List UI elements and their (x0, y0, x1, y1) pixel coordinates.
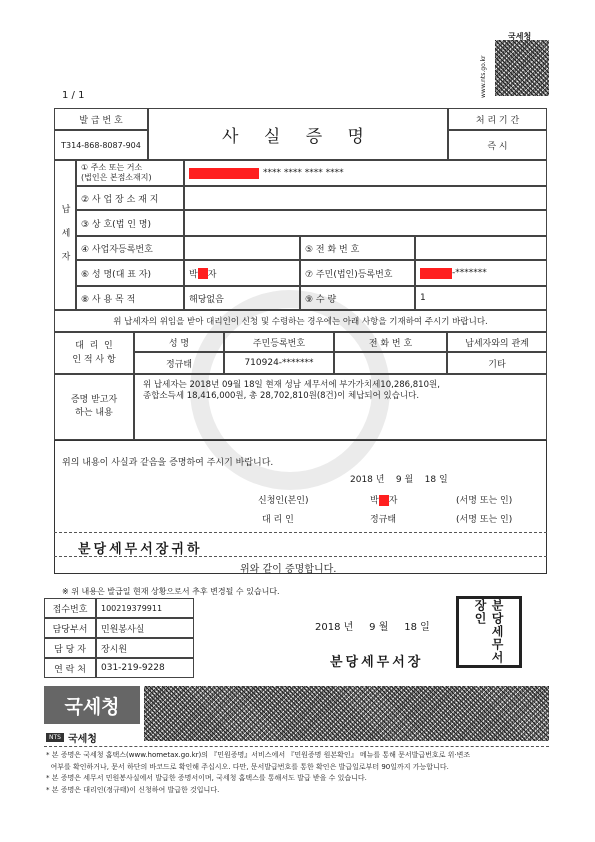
nts-small-text: NTS (46, 733, 64, 742)
qr-label: 국세청 (508, 32, 532, 41)
request-text: 위의 내용이 사실과 같음을 증명하여 주시기 바랍니다. (62, 458, 274, 468)
page-number: 1 / 1 (62, 90, 85, 101)
agent-sign-name: 정규태 (370, 515, 397, 525)
address-value (184, 160, 547, 186)
phone-label: ⑤ 전 화 번 호 (300, 236, 415, 260)
trade-name-value (184, 210, 547, 236)
applicant-pre: 박 (370, 496, 379, 506)
address-label: ① 주소 또는 거소 (법인은 본점소재지) (76, 160, 184, 186)
purpose-label: ⑧ 사 용 목 적 (76, 286, 184, 310)
nts-logo: 국세청 (44, 686, 140, 724)
agent-resident-no: 710924-******* (224, 352, 334, 374)
taxpayer-side-label: 납 세 자 (54, 160, 76, 310)
issue-value: 민원봉사실 (96, 618, 194, 638)
issue-date: 2018 년 9 월 18 일 (315, 622, 430, 633)
phone-value (415, 236, 547, 260)
purpose-value: 해당없음 (184, 286, 300, 310)
issue-label: 담 당 자 (44, 638, 96, 658)
qty-value: 1 (415, 286, 547, 310)
qr-caption: www.nts.go.kr (480, 55, 487, 98)
applicant-post: 자 (388, 496, 398, 506)
issue-value: 100219379911 (96, 598, 194, 618)
footer-notes (46, 750, 551, 796)
resident-no-value (415, 260, 547, 286)
footer-note: * 본 증명은 세무서 민원봉사실에서 발급한 증명서이며, 국세청 홈택스를 통해서도 발급 받을 수 있습니다. (46, 774, 367, 782)
redaction (379, 495, 389, 506)
certified-text: 위와 같이 증명합니다. (240, 564, 337, 575)
period-value: 즉 시 (448, 130, 547, 160)
issue-label: 연 락 처 (44, 658, 96, 678)
address-masked: **** **** **** **** (263, 168, 344, 178)
notice: ※ 위 내용은 발급일 현재 상황으로서 추후 변경될 수 있습니다. (62, 587, 280, 596)
issue-label: 접수번호 (44, 598, 96, 618)
applicant-name (370, 493, 397, 506)
agent-side-label: 대 리 인 인 적 사 항 (54, 332, 134, 374)
seal-text: 분당세무서장인 (473, 599, 504, 664)
resident-no-label: ⑦ 주민(법인)등록번호 (300, 260, 415, 286)
issuing-office: 분당세무서장 (330, 655, 424, 670)
page-title: 사 실 증 명 (148, 108, 448, 160)
business-no-label: ④ 사업자등록번호 (76, 236, 184, 260)
trade-name-label: ③ 상 호(법 인 명) (76, 210, 184, 236)
dashed-divider (54, 556, 547, 557)
agent-sign: (서명 또는 인) (456, 515, 513, 525)
name-label: ⑥ 성 명(대 표 자) (76, 260, 184, 286)
dashed-divider (54, 532, 547, 533)
content-text: 위 납세자는 2018년 09월 18일 현재 성남 세무서에 부가가치세10,286,810원, 종합소득세 18,416,000원, 총 28,702,810원(8건)이 체납되어 있습니다. (134, 374, 547, 440)
name-value (184, 260, 300, 286)
office-to: 분당세무서장귀하 (78, 542, 203, 557)
redaction (189, 168, 259, 179)
agent-col-phone: 전 화 번 호 (334, 332, 447, 352)
redaction (420, 268, 452, 279)
doc-no: T314-868-8087-904 (54, 130, 148, 160)
footer-divider (44, 746, 549, 747)
qr-code (495, 40, 549, 96)
business-no-value (184, 236, 300, 260)
name-pre: 박 (189, 269, 198, 280)
doc-no-label: 발 급 번 호 (54, 108, 148, 130)
agent-col-resident-no: 주민등록번호 (224, 332, 334, 352)
content-label: 증명 받고자 하는 내용 (54, 374, 134, 440)
footer-note: * 본 증명은 대리인(정규태)이 신청하여 발급한 것입니다. (46, 785, 220, 794)
agent-col-name: 성 명 (134, 332, 224, 352)
delegate-note: 위 납세자의 위임을 받아 대리인이 신청 및 수령하는 경우에는 아래 사항을 기재하여 주시기 바랍니다. (54, 310, 547, 332)
issue-value: 031-219-9228 (96, 658, 194, 678)
agent-sign-label: 대 리 인 (262, 515, 294, 525)
name-post: 자 (207, 269, 217, 280)
business-addr-value (184, 186, 547, 210)
barcode (144, 686, 549, 741)
issue-label: 담당부서 (44, 618, 96, 638)
request-date: 2018 년 9 월 18 일 (350, 475, 448, 485)
applicant-label: 신청인(본인) (258, 496, 309, 506)
business-addr-label: ② 사 업 장 소 재 지 (76, 186, 184, 210)
official-seal-icon (456, 596, 522, 668)
resident-no-masked: -******* (452, 268, 487, 278)
applicant-sign: (서명 또는 인) (456, 496, 513, 506)
redaction (198, 268, 208, 279)
nts-small-logo (46, 730, 140, 744)
agent-relation: 기타 (447, 352, 547, 374)
period-label: 처 리 기 간 (448, 108, 547, 130)
qty-label: ⑨ 수 량 (300, 286, 415, 310)
nts-label: 국세청 (67, 733, 97, 745)
footer-note: * 본 증명은 국세청 홈택스(www.hometax.go.kr)의 『민원증명』서비스에서 『민원증명 원본확인』 메뉴를 통해 문서발급번호로 위·변조 (46, 751, 471, 759)
agent-name: 정규태 (134, 352, 224, 374)
agent-col-relation: 납세자와의 관계 (447, 332, 547, 352)
footer-note: 여부를 확인하거나, 문서 하단의 바코드로 확인해 주십시오. 다만, 문서발급번호를 통한 확인은 발급일로부터 90일까지 가능합니다. (46, 762, 449, 771)
agent-phone (334, 352, 447, 374)
issue-value: 장시원 (96, 638, 194, 658)
